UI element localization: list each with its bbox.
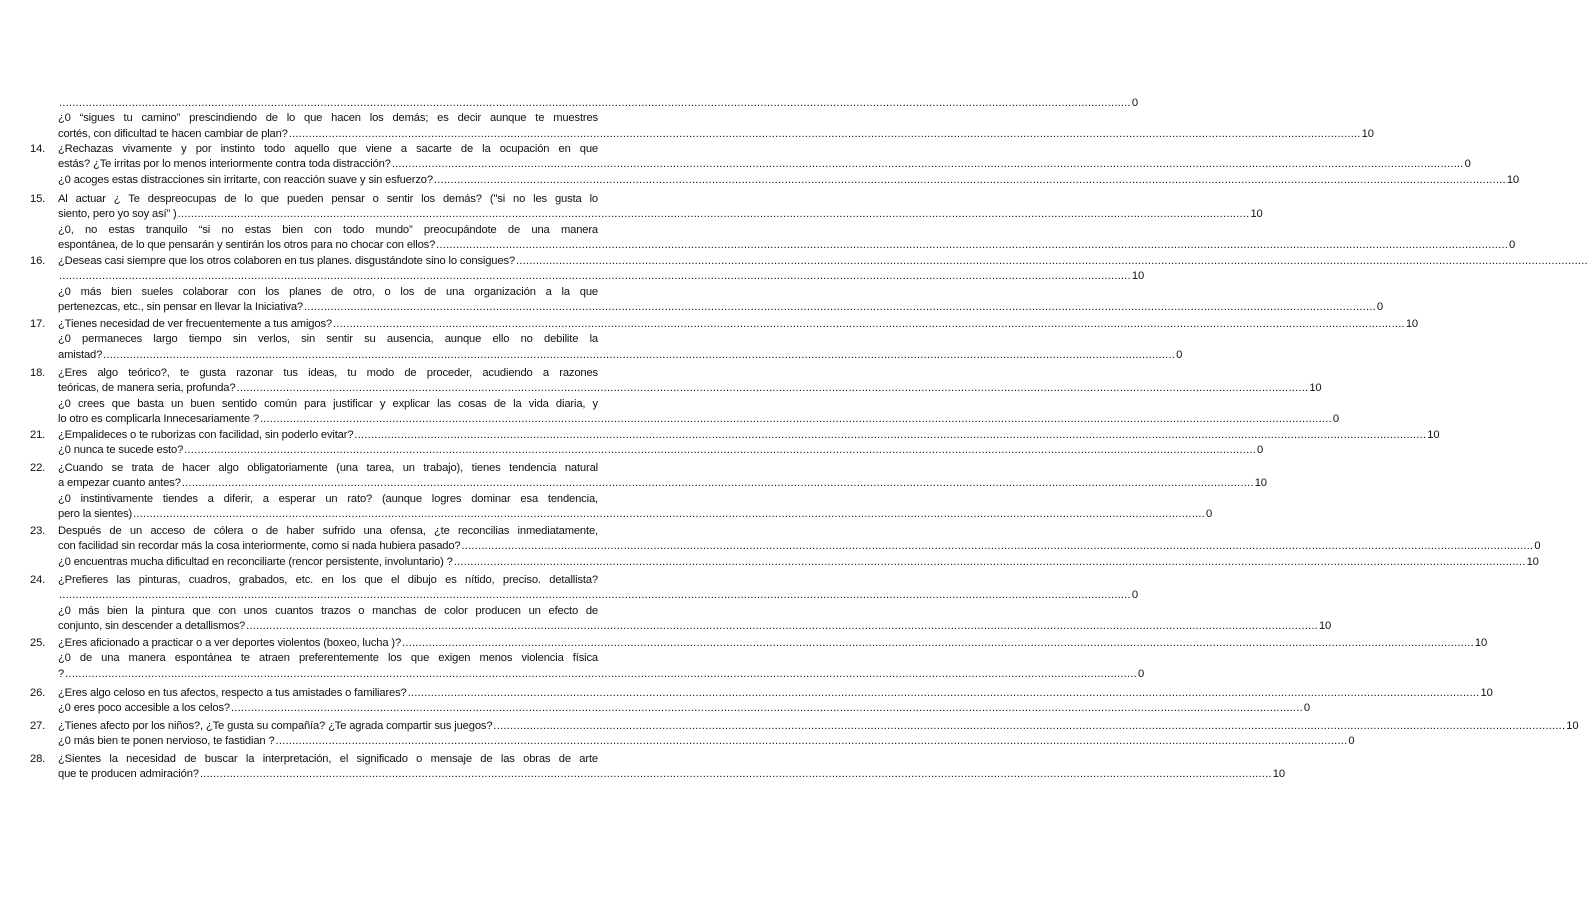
answer-text: ?	[58, 667, 65, 680]
answer-text: ¿Tienes necesidad de ver frecuentemente a tus amigos?	[58, 318, 332, 330]
dot-leader	[65, 667, 1137, 682]
score-value: 10	[1474, 637, 1488, 649]
score-value: 10	[1361, 127, 1374, 140]
score-value: 10	[1526, 555, 1539, 568]
question-item	[30, 636, 1488, 682]
score-value: 10	[1131, 270, 1145, 283]
question-text-line: ¿0 de una manera espontánea te atraen preferentemente los que exigen menos violencia física	[58, 652, 598, 665]
question-item	[30, 719, 1579, 750]
answer-text: ¿Eres aficionado a practicar o a ver deportes violentos (boxeo, lucha )?	[58, 637, 402, 649]
answer-text: conjunto, sin descender a detallismos?	[58, 620, 246, 633]
question-text-line: ¿Eres algo teórico?, te gusta razonar tus ideas, tu modo de proceder, acudiendo a razones	[58, 367, 598, 379]
question-item	[30, 142, 1519, 188]
answer-text: ¿0 encuentras mucha dificultad en reconciliarte (rencor persistente, involuntario) ?	[58, 555, 453, 568]
answer-text: ¿0 acoges estas distracciones sin irritarte, con reacción suave y sin esfuerzo?	[58, 173, 433, 186]
dot-leader	[304, 300, 1376, 315]
score-value: 0	[1205, 508, 1213, 521]
question-item	[30, 254, 1383, 316]
answer-text: con facilidad sin recordar más la cosa interiormente, como si nada hubiera pasado?	[58, 540, 461, 553]
score-value: 10	[1250, 208, 1263, 221]
score-value: 0	[1137, 667, 1145, 680]
answer-line	[58, 269, 1145, 284]
answer-line	[58, 588, 1138, 603]
question-text-line: ¿0 crees que basta un buen sentido común para justificar y explicar las cosas de la vida diaria, y	[58, 397, 598, 410]
answer-text: a empezar cuanto antes?	[58, 477, 181, 490]
question-item	[30, 366, 1339, 428]
answer-line	[58, 734, 1355, 749]
dot-leader	[434, 173, 1506, 188]
dot-leader	[178, 207, 1250, 222]
question-number: 17.	[30, 318, 46, 330]
question-text-line: ¿Rechazas vivamente y por instinto todo aquello que viene a sacarte de la ocupación en que	[58, 143, 598, 155]
answer-line	[58, 254, 598, 269]
score-value: 10	[1254, 477, 1267, 490]
question-item	[30, 317, 1418, 363]
score-value: 0	[1464, 158, 1471, 171]
score-value: 10	[1405, 318, 1418, 330]
score-value: 10	[1427, 429, 1440, 441]
dot-leader	[289, 127, 1361, 142]
answer-text: ¿0 más bien te ponen nervioso, te fastidian ?	[58, 735, 275, 748]
question-number: 18.	[30, 367, 46, 379]
question-text-line: ¿0 más bien sueles colaborar con los planes de otro, o los de una organización a la que	[58, 285, 598, 298]
answer-text: siento, pero yo soy así” )	[58, 208, 177, 221]
question-item	[30, 524, 1541, 570]
answer-line	[58, 701, 1310, 716]
question-text-line: ¿0, no estas tranquilo “si no estas bien con todo mundo” preocupándote de una manera	[58, 223, 598, 236]
answer-line	[58, 127, 1374, 142]
answer-text: ¿Empalideces o te ruborizas con facilidad, sin poderlo evitar?	[58, 429, 354, 441]
score-value: 10	[1566, 720, 1579, 732]
question-number: 26.	[30, 687, 46, 699]
score-value: 0	[1534, 540, 1541, 553]
question-item	[30, 752, 1285, 783]
answer-text: cortés, con dificultad te hacen cambiar de plan?	[58, 127, 288, 140]
answer-line	[58, 667, 1145, 682]
score-value: 0	[1303, 702, 1310, 715]
dot-leader	[182, 476, 1254, 491]
score-value: 0	[1176, 348, 1183, 361]
question-item	[30, 428, 1440, 459]
answer-line	[58, 539, 1541, 554]
dot-leader	[276, 734, 1348, 749]
answer-line	[58, 686, 1493, 701]
dot-leader	[402, 636, 1474, 651]
answer-text: que te producen admiración?	[58, 768, 199, 781]
score-value: 0	[1509, 239, 1516, 252]
score-value: 10	[1480, 687, 1493, 699]
answer-line	[58, 767, 1285, 782]
answer-line	[58, 443, 1264, 458]
question-item	[58, 96, 1374, 142]
answer-line	[58, 300, 1383, 315]
answer-line	[58, 476, 1267, 491]
question-text-line: ¿0 “sigues tu camino” prescindiendo de lo que hacen los demás; es decir aunque te muestres	[58, 112, 598, 125]
answer-text: teóricas, de manera seria, profunda?	[58, 382, 236, 395]
question-text-line: Después de un acceso de cólera o de haber sufrido una ofensa, ¿te reconcilias inmediatamente,	[58, 525, 598, 537]
question-item	[30, 192, 1516, 254]
question-item	[30, 461, 1267, 523]
dot-leader	[59, 269, 1131, 284]
question-number: 28.	[30, 753, 46, 765]
answer-line	[58, 207, 1263, 222]
dot-leader	[231, 701, 1303, 716]
question-text-line: ¿Prefieres las pinturas, cuadros, grabados, etc. en los que el dibujo es nítido, preciso. detallista?	[58, 574, 598, 586]
dot-leader	[133, 507, 1205, 522]
dot-leader	[454, 555, 1526, 570]
question-number: 15.	[30, 193, 46, 205]
score-value: 10	[1272, 768, 1285, 781]
dot-leader	[493, 719, 1565, 734]
dot-leader	[59, 588, 1131, 603]
question-number: 27.	[30, 720, 46, 732]
answer-text: pertenezcas, etc., sin pensar en llevar la Iniciativa?	[58, 301, 303, 314]
answer-text: ¿0 eres poco accesible a los celos?	[58, 702, 230, 715]
score-value: 10	[1506, 173, 1519, 186]
answer-text: ¿0 nunca te sucede esto?	[58, 444, 184, 457]
dot-leader	[516, 254, 1588, 269]
answer-line	[58, 173, 1519, 188]
answer-text: estás? ¿Te irritas por lo menos interiormente contra toda distracción?	[58, 158, 391, 171]
question-number: 24.	[30, 574, 46, 586]
answer-line	[58, 719, 1579, 734]
dot-leader	[246, 619, 1318, 634]
question-number: 14.	[30, 143, 46, 155]
question-number: 16.	[30, 255, 46, 267]
answer-line	[58, 428, 1440, 443]
answer-line	[58, 157, 1471, 172]
question-text-line: ¿Cuando se trata de hacer algo obligatoriamente (una tarea, un trabajo), tienes tendencia natural	[58, 462, 598, 474]
question-text-line: Al actuar ¿ Te despreocupas de lo que pueden pensar o sentir los demás? ("si no les gusta lo	[58, 193, 598, 205]
answer-text: ¿Eres algo celoso en tus afectos, respecto a tus amistades o familiares?	[58, 687, 407, 699]
dot-leader	[200, 767, 1272, 782]
answer-line	[58, 555, 1539, 570]
answer-text: lo otro es complicarla Innecesariamente ?	[58, 413, 259, 426]
answer-line	[58, 238, 1516, 253]
answer-line	[58, 412, 1339, 427]
answer-text: espontánea, de lo que pensarán y sentirán los otros para no chocar con ellos?	[58, 239, 436, 252]
question-text-line: ¿0 más bien la pintura que con unos cuantos trazos o manchas de color producen un efecto de	[58, 604, 598, 617]
score-value: 0	[1131, 589, 1138, 602]
answer-line	[58, 619, 1332, 634]
question-text-line: ¿0 instintivamente tiendes a diferir, a esperar un rato? (aunque logres dominar esa tendencia,	[58, 492, 598, 505]
answer-text: pero la sientes)	[58, 508, 133, 521]
question-number: 23.	[30, 525, 46, 537]
answer-line	[58, 317, 1418, 332]
question-item	[30, 686, 1493, 717]
dot-leader	[59, 96, 1131, 111]
question-text-line: ¿Sientes la necesidad de buscar la interpretación, el significado o mensaje de las obras de arte	[58, 753, 598, 765]
dot-leader	[436, 238, 1508, 253]
score-value: 10	[1309, 382, 1322, 395]
score-value: 0	[1332, 413, 1339, 426]
answer-text: ¿Deseas casi siempre que los otros colaboren en tus planes. disgustándote sino lo consigues?	[58, 255, 515, 267]
dot-leader	[103, 348, 1175, 363]
question-item	[30, 573, 1332, 635]
question-text-line: ¿0 permaneces largo tiempo sin verlos, sin sentir su ausencia, aunque ello no debilite la	[58, 333, 598, 346]
answer-text: amistad?	[58, 348, 103, 361]
question-number: 25.	[30, 637, 46, 649]
answer-text: ¿Tienes afecto por los niños?, ¿Te gusta su compañía? ¿Te agrada compartir sus juegos?	[58, 720, 493, 732]
answer-line	[58, 636, 1488, 651]
dot-leader	[333, 317, 1405, 332]
score-value: 0	[1257, 444, 1264, 457]
dot-leader	[184, 443, 1256, 458]
dot-leader	[354, 428, 1426, 443]
answer-line	[58, 381, 1322, 396]
dot-leader	[462, 539, 1534, 554]
dot-leader	[408, 686, 1480, 701]
score-value: 0	[1131, 97, 1138, 109]
answer-line	[58, 96, 1138, 111]
dot-leader	[236, 381, 1308, 396]
question-number: 21.	[30, 429, 46, 441]
dot-leader	[260, 412, 1332, 427]
answer-line	[58, 507, 1213, 522]
score-value: 10	[1318, 620, 1332, 633]
dot-leader	[392, 157, 1464, 172]
score-value: 0	[1376, 301, 1383, 314]
question-number: 22.	[30, 462, 46, 474]
answer-line	[58, 348, 1183, 363]
score-value: 0	[1348, 735, 1355, 748]
